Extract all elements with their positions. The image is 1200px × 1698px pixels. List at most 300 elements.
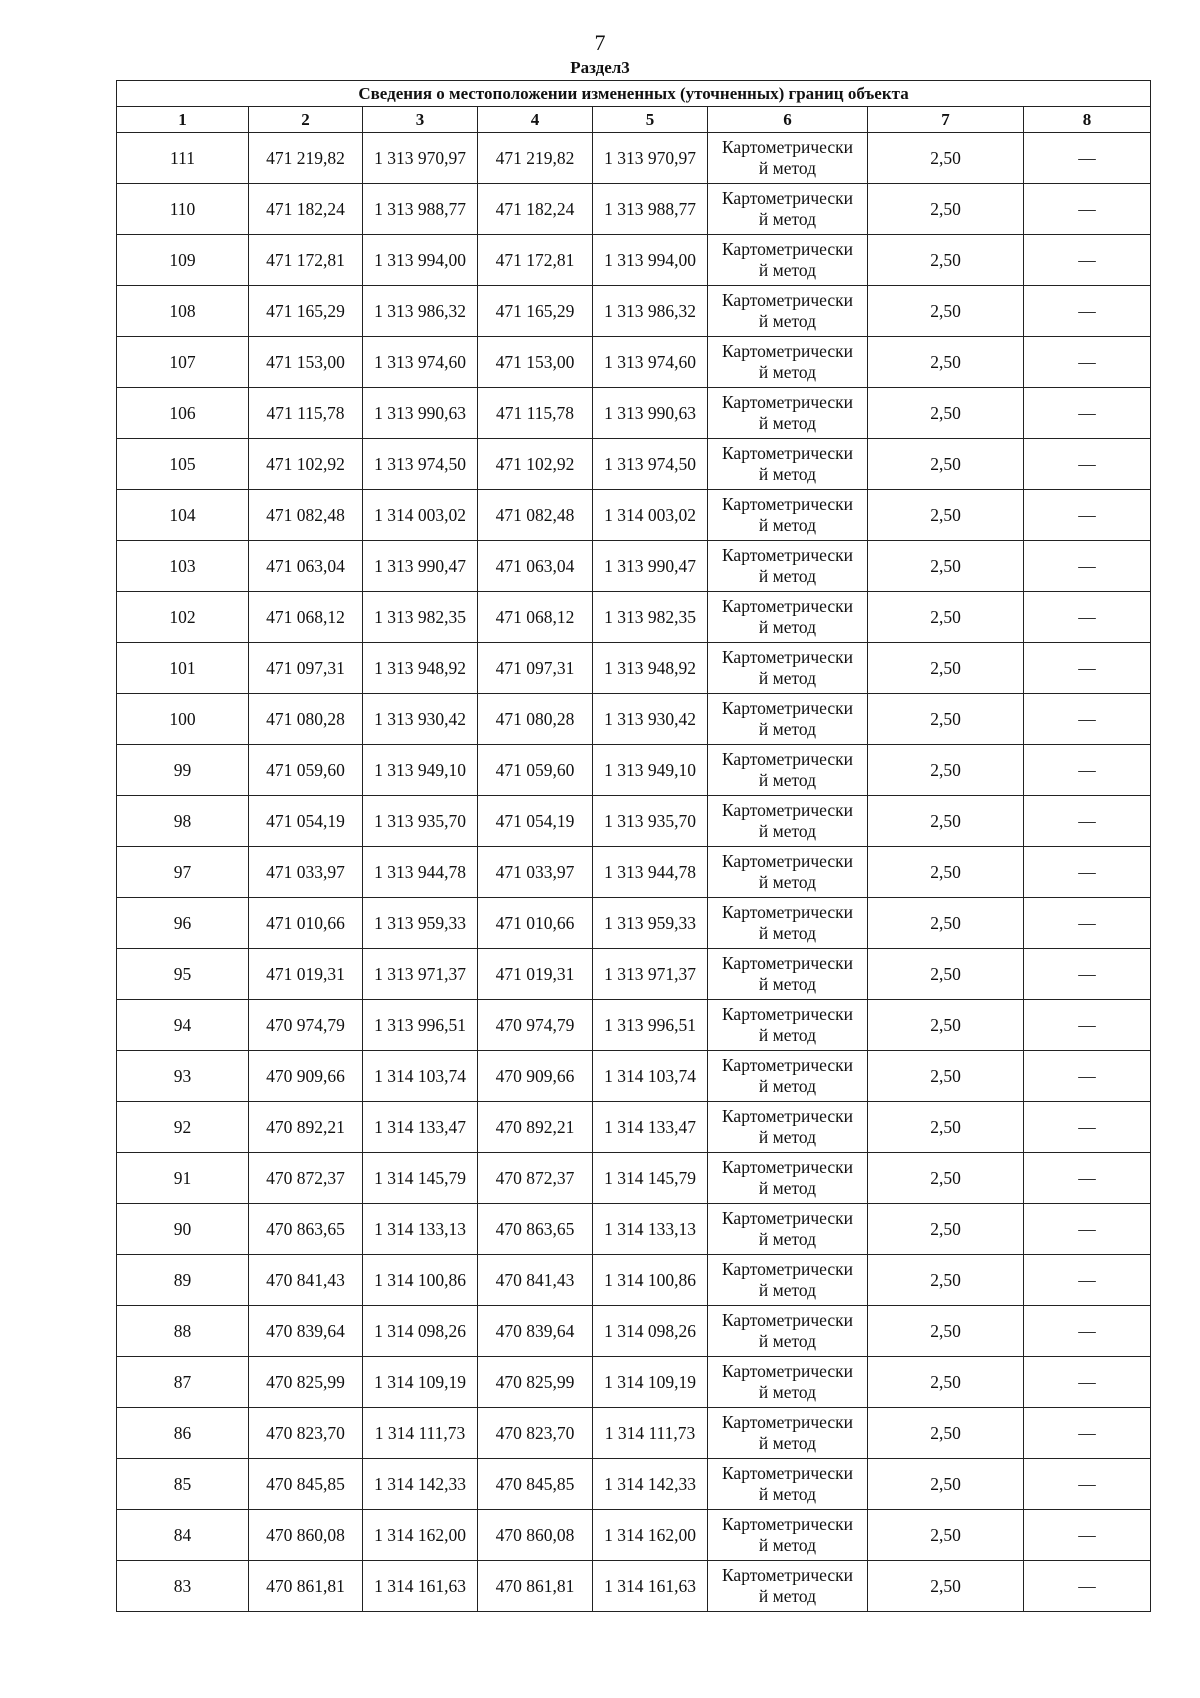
table-row xyxy=(117,490,1151,541)
method-text-line: й метод xyxy=(758,1484,817,1504)
method-text-line: Картометрически xyxy=(721,443,854,463)
y-existing-cell: 1 313 990,63 xyxy=(363,388,478,439)
method-cell xyxy=(708,796,868,847)
point-number-cell: 91 xyxy=(117,1153,249,1204)
point-number-cell: 99 xyxy=(117,745,249,796)
y-new-cell: 1 313 996,51 xyxy=(593,1000,708,1051)
point-number-cell: 96 xyxy=(117,898,249,949)
y-existing-cell: 1 313 949,10 xyxy=(363,745,478,796)
method-text-line: Картометрически xyxy=(721,851,854,871)
y-existing-cell: 1 314 162,00 xyxy=(363,1510,478,1561)
y-new-cell: 1 314 133,47 xyxy=(593,1102,708,1153)
point-number-cell: 83 xyxy=(117,1561,249,1612)
description-cell: — xyxy=(1024,184,1151,235)
description-cell: — xyxy=(1024,1357,1151,1408)
table-row xyxy=(117,1204,1151,1255)
table-row xyxy=(117,1408,1151,1459)
x-existing-cell: 470 841,43 xyxy=(249,1255,363,1306)
method-text-line: Картометрически xyxy=(721,1514,854,1534)
description-cell: — xyxy=(1024,1000,1151,1051)
x-existing-cell: 471 097,31 xyxy=(249,643,363,694)
method-text-line: й метод xyxy=(758,413,817,433)
y-new-cell: 1 314 109,19 xyxy=(593,1357,708,1408)
x-existing-cell: 470 909,66 xyxy=(249,1051,363,1102)
point-number-cell: 111 xyxy=(117,133,249,184)
y-new-cell: 1 314 142,33 xyxy=(593,1459,708,1510)
y-new-cell: 1 313 930,42 xyxy=(593,694,708,745)
y-existing-cell: 1 314 103,74 xyxy=(363,1051,478,1102)
description-cell: — xyxy=(1024,796,1151,847)
method-text-line: й метод xyxy=(758,209,817,229)
method-text-line: Картометрически xyxy=(721,392,854,412)
method-text-line: й метод xyxy=(758,770,817,790)
x-existing-cell: 470 839,64 xyxy=(249,1306,363,1357)
y-new-cell: 1 313 974,60 xyxy=(593,337,708,388)
x-new-cell: 471 063,04 xyxy=(478,541,593,592)
method-text-line: Картометрически xyxy=(721,953,854,973)
point-number-cell: 109 xyxy=(117,235,249,286)
description-cell: — xyxy=(1024,439,1151,490)
method-cell xyxy=(708,643,868,694)
table-row xyxy=(117,1153,1151,1204)
table-row xyxy=(117,1459,1151,1510)
page-number: 7 xyxy=(594,30,606,55)
table-row xyxy=(117,388,1151,439)
method-text-line: й метод xyxy=(758,1535,817,1555)
method-text-line: й метод xyxy=(758,1586,817,1606)
point-number-cell: 105 xyxy=(117,439,249,490)
point-number-cell: 104 xyxy=(117,490,249,541)
accuracy-cell: 2,50 xyxy=(868,133,1024,184)
table-row xyxy=(117,745,1151,796)
method-text-line: Картометрически xyxy=(721,494,854,514)
method-cell xyxy=(708,745,868,796)
method-text-line: й метод xyxy=(758,1025,817,1045)
accuracy-cell: 2,50 xyxy=(868,388,1024,439)
table-row xyxy=(117,1051,1151,1102)
point-number-cell: 100 xyxy=(117,694,249,745)
y-existing-cell: 1 313 988,77 xyxy=(363,184,478,235)
method-text-line: Картометрически xyxy=(721,1565,854,1585)
method-text-line: Картометрически xyxy=(721,1412,854,1432)
x-new-cell: 471 010,66 xyxy=(478,898,593,949)
y-existing-cell: 1 313 974,60 xyxy=(363,337,478,388)
x-existing-cell: 471 033,97 xyxy=(249,847,363,898)
method-text-line: й метод xyxy=(758,1331,817,1351)
y-existing-cell: 1 314 133,47 xyxy=(363,1102,478,1153)
y-existing-cell: 1 313 970,97 xyxy=(363,133,478,184)
column-number: 8 xyxy=(1024,107,1151,133)
y-existing-cell: 1 313 971,37 xyxy=(363,949,478,1000)
x-existing-cell: 470 892,21 xyxy=(249,1102,363,1153)
y-existing-cell: 1 314 098,26 xyxy=(363,1306,478,1357)
y-new-cell: 1 313 935,70 xyxy=(593,796,708,847)
point-number-cell: 102 xyxy=(117,592,249,643)
x-new-cell: 470 860,08 xyxy=(478,1510,593,1561)
x-existing-cell: 471 059,60 xyxy=(249,745,363,796)
description-cell: — xyxy=(1024,1153,1151,1204)
table-row xyxy=(117,898,1151,949)
description-cell: — xyxy=(1024,490,1151,541)
y-existing-cell: 1 314 100,86 xyxy=(363,1255,478,1306)
method-text-line: Картометрически xyxy=(721,698,854,718)
column-number: 3 xyxy=(363,107,478,133)
table-row xyxy=(117,847,1151,898)
y-existing-cell: 1 314 161,63 xyxy=(363,1561,478,1612)
description-cell: — xyxy=(1024,1408,1151,1459)
method-text-line: Картометрически xyxy=(721,188,854,208)
y-new-cell: 1 313 949,10 xyxy=(593,745,708,796)
method-cell xyxy=(708,1306,868,1357)
description-cell: — xyxy=(1024,337,1151,388)
table-row xyxy=(117,133,1151,184)
y-new-cell: 1 314 162,00 xyxy=(593,1510,708,1561)
point-number-cell: 84 xyxy=(117,1510,249,1561)
x-new-cell: 470 823,70 xyxy=(478,1408,593,1459)
method-text-line: й метод xyxy=(758,872,817,892)
description-cell: — xyxy=(1024,643,1151,694)
method-text-line: й метод xyxy=(758,158,817,178)
table-row xyxy=(117,439,1151,490)
point-number-cell: 98 xyxy=(117,796,249,847)
x-existing-cell: 470 825,99 xyxy=(249,1357,363,1408)
accuracy-cell: 2,50 xyxy=(868,592,1024,643)
coordinates-table xyxy=(116,80,1151,1612)
description-cell: — xyxy=(1024,1510,1151,1561)
y-new-cell: 1 314 103,74 xyxy=(593,1051,708,1102)
method-text-line: Картометрически xyxy=(721,902,854,922)
method-text-line: Картометрически xyxy=(721,596,854,616)
method-text-line: Картометрически xyxy=(721,1310,854,1330)
x-existing-cell: 471 063,04 xyxy=(249,541,363,592)
accuracy-cell: 2,50 xyxy=(868,1561,1024,1612)
method-text-line: й метод xyxy=(758,566,817,586)
method-cell xyxy=(708,694,868,745)
y-existing-cell: 1 314 142,33 xyxy=(363,1459,478,1510)
method-text-line: й метод xyxy=(758,1229,817,1249)
y-new-cell: 1 314 003,02 xyxy=(593,490,708,541)
point-number-cell: 110 xyxy=(117,184,249,235)
method-text-line: Картометрически xyxy=(721,341,854,361)
y-existing-cell: 1 314 109,19 xyxy=(363,1357,478,1408)
method-cell xyxy=(708,337,868,388)
x-new-cell: 471 153,00 xyxy=(478,337,593,388)
point-number-cell: 95 xyxy=(117,949,249,1000)
method-cell xyxy=(708,1357,868,1408)
accuracy-cell: 2,50 xyxy=(868,898,1024,949)
accuracy-cell: 2,50 xyxy=(868,694,1024,745)
y-existing-cell: 1 313 930,42 xyxy=(363,694,478,745)
y-existing-cell: 1 313 974,50 xyxy=(363,439,478,490)
method-cell xyxy=(708,898,868,949)
table-row xyxy=(117,184,1151,235)
x-new-cell: 471 182,24 xyxy=(478,184,593,235)
method-cell xyxy=(708,1153,868,1204)
x-existing-cell: 471 019,31 xyxy=(249,949,363,1000)
x-new-cell: 470 841,43 xyxy=(478,1255,593,1306)
method-cell xyxy=(708,1204,868,1255)
accuracy-cell: 2,50 xyxy=(868,1510,1024,1561)
method-cell xyxy=(708,1561,868,1612)
method-cell xyxy=(708,1255,868,1306)
method-cell xyxy=(708,1459,868,1510)
y-existing-cell: 1 313 986,32 xyxy=(363,286,478,337)
method-text-line: Картометрически xyxy=(721,1004,854,1024)
method-text-line: Картометрически xyxy=(721,1157,854,1177)
y-existing-cell: 1 314 003,02 xyxy=(363,490,478,541)
method-text-line: й метод xyxy=(758,1127,817,1147)
method-cell xyxy=(708,490,868,541)
x-new-cell: 470 892,21 xyxy=(478,1102,593,1153)
y-new-cell: 1 314 100,86 xyxy=(593,1255,708,1306)
y-existing-cell: 1 313 982,35 xyxy=(363,592,478,643)
x-new-cell: 471 219,82 xyxy=(478,133,593,184)
method-text-line: й метод xyxy=(758,974,817,994)
method-text-line: й метод xyxy=(758,1433,817,1453)
point-number-cell: 101 xyxy=(117,643,249,694)
description-cell: — xyxy=(1024,1306,1151,1357)
accuracy-cell: 2,50 xyxy=(868,337,1024,388)
x-existing-cell: 471 153,00 xyxy=(249,337,363,388)
x-new-cell: 470 845,85 xyxy=(478,1459,593,1510)
accuracy-cell: 2,50 xyxy=(868,1255,1024,1306)
point-number-cell: 94 xyxy=(117,1000,249,1051)
x-existing-cell: 470 823,70 xyxy=(249,1408,363,1459)
method-text-line: Картометрически xyxy=(721,239,854,259)
x-existing-cell: 471 068,12 xyxy=(249,592,363,643)
method-cell xyxy=(708,847,868,898)
method-text-line: й метод xyxy=(758,260,817,280)
method-text-line: й метод xyxy=(758,464,817,484)
method-text-line: Картометрически xyxy=(721,647,854,667)
x-existing-cell: 471 172,81 xyxy=(249,235,363,286)
y-new-cell: 1 314 161,63 xyxy=(593,1561,708,1612)
point-number-cell: 88 xyxy=(117,1306,249,1357)
y-new-cell: 1 313 944,78 xyxy=(593,847,708,898)
table-caption: Сведения о местоположении измененных (уточненных) границ объекта xyxy=(117,81,1151,107)
column-number-row xyxy=(117,107,1151,133)
table-row xyxy=(117,1255,1151,1306)
method-cell xyxy=(708,1408,868,1459)
accuracy-cell: 2,50 xyxy=(868,745,1024,796)
accuracy-cell: 2,50 xyxy=(868,1000,1024,1051)
method-text-line: й метод xyxy=(758,311,817,331)
point-number-cell: 87 xyxy=(117,1357,249,1408)
method-text-line: Картометрически xyxy=(721,1361,854,1381)
method-cell xyxy=(708,235,868,286)
y-new-cell: 1 313 982,35 xyxy=(593,592,708,643)
method-cell xyxy=(708,184,868,235)
y-new-cell: 1 313 970,97 xyxy=(593,133,708,184)
x-new-cell: 471 033,97 xyxy=(478,847,593,898)
accuracy-cell: 2,50 xyxy=(868,286,1024,337)
column-number: 4 xyxy=(478,107,593,133)
column-number: 7 xyxy=(868,107,1024,133)
description-cell: — xyxy=(1024,898,1151,949)
x-new-cell: 470 839,64 xyxy=(478,1306,593,1357)
x-new-cell: 471 068,12 xyxy=(478,592,593,643)
method-text-line: Картометрически xyxy=(721,800,854,820)
description-cell: — xyxy=(1024,541,1151,592)
description-cell: — xyxy=(1024,286,1151,337)
point-number-cell: 103 xyxy=(117,541,249,592)
x-existing-cell: 471 182,24 xyxy=(249,184,363,235)
x-new-cell: 470 863,65 xyxy=(478,1204,593,1255)
y-new-cell: 1 314 133,13 xyxy=(593,1204,708,1255)
table-row xyxy=(117,592,1151,643)
method-cell xyxy=(708,286,868,337)
y-existing-cell: 1 313 935,70 xyxy=(363,796,478,847)
x-new-cell: 471 080,28 xyxy=(478,694,593,745)
y-existing-cell: 1 313 948,92 xyxy=(363,643,478,694)
description-cell: — xyxy=(1024,949,1151,1000)
x-existing-cell: 471 219,82 xyxy=(249,133,363,184)
y-existing-cell: 1 313 996,51 xyxy=(363,1000,478,1051)
accuracy-cell: 2,50 xyxy=(868,1153,1024,1204)
x-new-cell: 471 172,81 xyxy=(478,235,593,286)
accuracy-cell: 2,50 xyxy=(868,1459,1024,1510)
table-row xyxy=(117,694,1151,745)
x-new-cell: 471 019,31 xyxy=(478,949,593,1000)
accuracy-cell: 2,50 xyxy=(868,439,1024,490)
accuracy-cell: 2,50 xyxy=(868,1051,1024,1102)
x-existing-cell: 470 861,81 xyxy=(249,1561,363,1612)
table-body xyxy=(117,81,1151,1612)
accuracy-cell: 2,50 xyxy=(868,541,1024,592)
table-row xyxy=(117,1102,1151,1153)
x-existing-cell: 471 102,92 xyxy=(249,439,363,490)
description-cell: — xyxy=(1024,847,1151,898)
x-new-cell: 471 054,19 xyxy=(478,796,593,847)
point-number-cell: 85 xyxy=(117,1459,249,1510)
y-existing-cell: 1 314 133,13 xyxy=(363,1204,478,1255)
table-row xyxy=(117,286,1151,337)
method-text-line: й метод xyxy=(758,1382,817,1402)
x-existing-cell: 470 863,65 xyxy=(249,1204,363,1255)
method-text-line: Картометрически xyxy=(721,137,854,157)
method-text-line: Картометрически xyxy=(721,545,854,565)
accuracy-cell: 2,50 xyxy=(868,1306,1024,1357)
x-new-cell: 471 059,60 xyxy=(478,745,593,796)
x-existing-cell: 470 845,85 xyxy=(249,1459,363,1510)
y-existing-cell: 1 314 111,73 xyxy=(363,1408,478,1459)
method-cell xyxy=(708,541,868,592)
column-number: 1 xyxy=(117,107,249,133)
method-cell xyxy=(708,1051,868,1102)
table-row xyxy=(117,1561,1151,1612)
method-text-line: Картометрически xyxy=(721,1055,854,1075)
method-text-line: Картометрически xyxy=(721,1463,854,1483)
y-new-cell: 1 314 145,79 xyxy=(593,1153,708,1204)
method-text-line: й метод xyxy=(758,923,817,943)
accuracy-cell: 2,50 xyxy=(868,796,1024,847)
y-new-cell: 1 313 990,63 xyxy=(593,388,708,439)
point-number-cell: 86 xyxy=(117,1408,249,1459)
x-new-cell: 471 102,92 xyxy=(478,439,593,490)
y-new-cell: 1 313 988,77 xyxy=(593,184,708,235)
description-cell: — xyxy=(1024,592,1151,643)
x-existing-cell: 471 115,78 xyxy=(249,388,363,439)
accuracy-cell: 2,50 xyxy=(868,490,1024,541)
y-existing-cell: 1 313 944,78 xyxy=(363,847,478,898)
method-text-line: й метод xyxy=(758,617,817,637)
x-new-cell: 471 082,48 xyxy=(478,490,593,541)
method-cell xyxy=(708,1000,868,1051)
description-cell: — xyxy=(1024,235,1151,286)
section-title: Раздел3 xyxy=(570,58,630,77)
x-existing-cell: 470 872,37 xyxy=(249,1153,363,1204)
y-new-cell: 1 314 111,73 xyxy=(593,1408,708,1459)
point-number-cell: 90 xyxy=(117,1204,249,1255)
description-cell: — xyxy=(1024,1561,1151,1612)
y-new-cell: 1 313 990,47 xyxy=(593,541,708,592)
table-row xyxy=(117,1510,1151,1561)
y-new-cell: 1 314 098,26 xyxy=(593,1306,708,1357)
x-new-cell: 470 861,81 xyxy=(478,1561,593,1612)
description-cell: — xyxy=(1024,388,1151,439)
description-cell: — xyxy=(1024,1051,1151,1102)
method-text-line: Картометрически xyxy=(721,1259,854,1279)
column-number: 2 xyxy=(249,107,363,133)
x-new-cell: 470 909,66 xyxy=(478,1051,593,1102)
method-text-line: й метод xyxy=(758,719,817,739)
x-new-cell: 470 974,79 xyxy=(478,1000,593,1051)
method-text-line: й метод xyxy=(758,668,817,688)
x-new-cell: 470 825,99 xyxy=(478,1357,593,1408)
method-text-line: й метод xyxy=(758,1280,817,1300)
table-row xyxy=(117,541,1151,592)
accuracy-cell: 2,50 xyxy=(868,235,1024,286)
x-new-cell: 471 165,29 xyxy=(478,286,593,337)
point-number-cell: 93 xyxy=(117,1051,249,1102)
accuracy-cell: 2,50 xyxy=(868,949,1024,1000)
method-text-line: й метод xyxy=(758,821,817,841)
description-cell: — xyxy=(1024,133,1151,184)
table-row xyxy=(117,1357,1151,1408)
table-caption-row xyxy=(117,81,1151,107)
point-number-cell: 97 xyxy=(117,847,249,898)
x-new-cell: 471 115,78 xyxy=(478,388,593,439)
method-text-line: Картометрически xyxy=(721,1106,854,1126)
method-text-line: Картометрически xyxy=(721,749,854,769)
table-row xyxy=(117,235,1151,286)
y-existing-cell: 1 314 145,79 xyxy=(363,1153,478,1204)
column-number: 6 xyxy=(708,107,868,133)
description-cell: — xyxy=(1024,1459,1151,1510)
point-number-cell: 106 xyxy=(117,388,249,439)
method-cell xyxy=(708,133,868,184)
accuracy-cell: 2,50 xyxy=(868,1102,1024,1153)
x-existing-cell: 471 165,29 xyxy=(249,286,363,337)
description-cell: — xyxy=(1024,694,1151,745)
point-number-cell: 89 xyxy=(117,1255,249,1306)
method-text-line: Картометрически xyxy=(721,1208,854,1228)
y-existing-cell: 1 313 959,33 xyxy=(363,898,478,949)
description-cell: — xyxy=(1024,1204,1151,1255)
column-number: 5 xyxy=(593,107,708,133)
description-cell: — xyxy=(1024,745,1151,796)
point-number-cell: 92 xyxy=(117,1102,249,1153)
x-existing-cell: 471 054,19 xyxy=(249,796,363,847)
y-new-cell: 1 313 994,00 xyxy=(593,235,708,286)
method-cell xyxy=(708,388,868,439)
y-new-cell: 1 313 971,37 xyxy=(593,949,708,1000)
method-text-line: й метод xyxy=(758,1178,817,1198)
method-text-line: Картометрически xyxy=(721,290,854,310)
accuracy-cell: 2,50 xyxy=(868,1357,1024,1408)
table-row xyxy=(117,337,1151,388)
method-cell xyxy=(708,1102,868,1153)
